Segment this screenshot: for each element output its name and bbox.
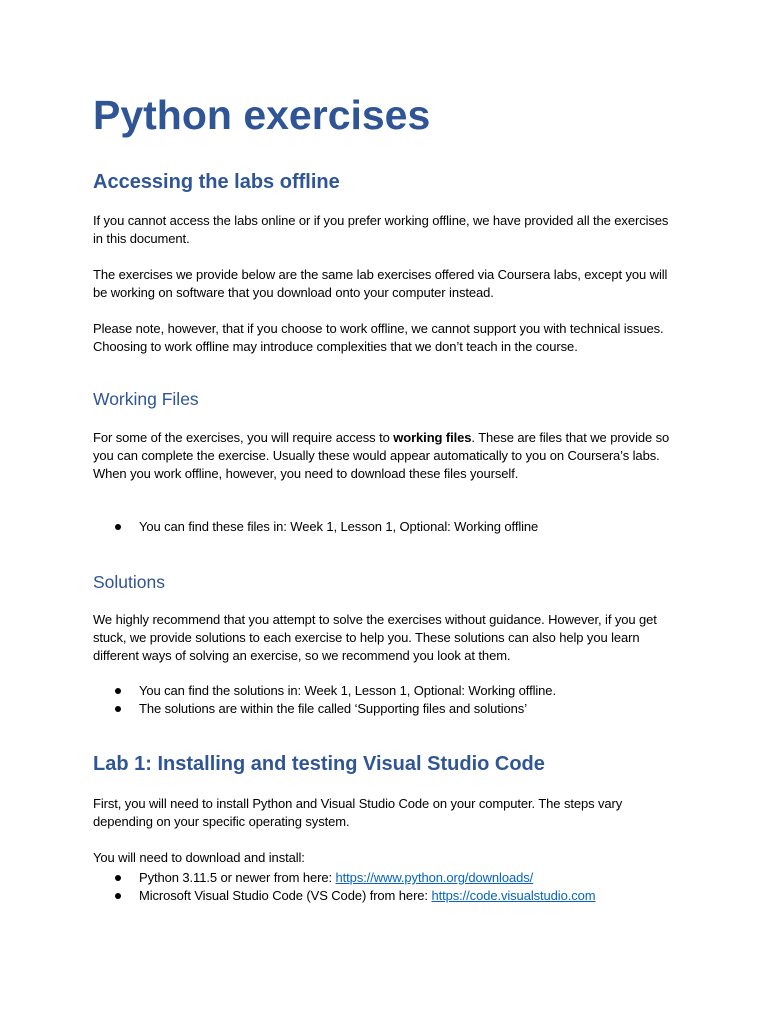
solutions-bullet-list [93,682,681,718]
paragraph-solutions: We highly recommend that you attempt to solve the exercises without guidance. However, if you get stuck, we provide solutions to each exercise to help you. These solutions can also help you learn different ways of solving an exercise, so we recommend you look at them. [93,612,657,663]
bullet-icon [115,524,121,530]
working-files-text-after: . These are files that we provide so you can complete the exercise. Usually these would appear automatically to you on Coursera’s labs. When you work offline, however, you need to download these files yourself. [93,430,670,481]
list-item [93,700,681,718]
heading-working-files: Working Files [93,389,199,409]
paragraph-lab1-intro: First, you will need to install Python and Visual Studio Code on your computer. The steps vary depending on your specific operating system. [93,796,623,829]
list-item-text: The solutions are within the file called ‘Supporting files and solutions’ [139,700,527,716]
list-item [93,887,681,905]
list-item [93,682,681,700]
list-item-text: You can find these files in: Week 1, Lesson 1, Optional: Working offline [139,519,539,534]
working-files-text-before: For some of the exercises, you will require access to [93,430,394,445]
working-files-bullet-list [93,518,681,536]
paragraph-offline-note: Please note, however, that if you choose to work offline, we cannot support you with technical issues. Choosing to work offline may introduce complexities that we don’t teach in the course. [93,321,664,354]
paragraph-offline-exercises: The exercises we provide below are the same lab exercises offered via Coursera labs, except you will be working on software that you download onto your computer instead. [93,267,668,300]
vscode-download-link[interactable]: https://code.visualstudio.com [431,887,596,903]
paragraph-lab1-download: You will need to download and install: [93,850,305,865]
bullet-icon [115,688,121,694]
paragraph-offline-intro: If you cannot access the labs online or if you prefer working offline, we have provided all the exercises in this document. [93,213,669,246]
heading-solutions: Solutions [93,572,165,592]
vscode-download-text: Microsoft Visual Studio Code (VS Code) from here: [139,887,432,903]
working-files-bold: working files [393,430,472,445]
bullet-icon [115,706,121,712]
document-title: Python exercises [93,92,431,138]
heading-accessing-labs-offline: Accessing the labs offline [93,171,340,193]
list-item-text: You can find the solutions in: Week 1, Lesson 1, Optional: Working offline. [139,683,556,698]
bullet-icon [115,893,121,899]
list-item [93,518,681,536]
list-item [93,869,681,887]
heading-lab-1: Lab 1: Installing and testing Visual Studio Code [93,753,545,775]
bullet-icon [115,875,121,881]
python-download-text: Python 3.11.5 or newer from here: [139,870,336,885]
paragraph-working-files [93,429,681,482]
lab1-bullet-list [93,869,681,905]
python-download-link[interactable]: https://www.python.org/downloads/ [335,870,534,885]
